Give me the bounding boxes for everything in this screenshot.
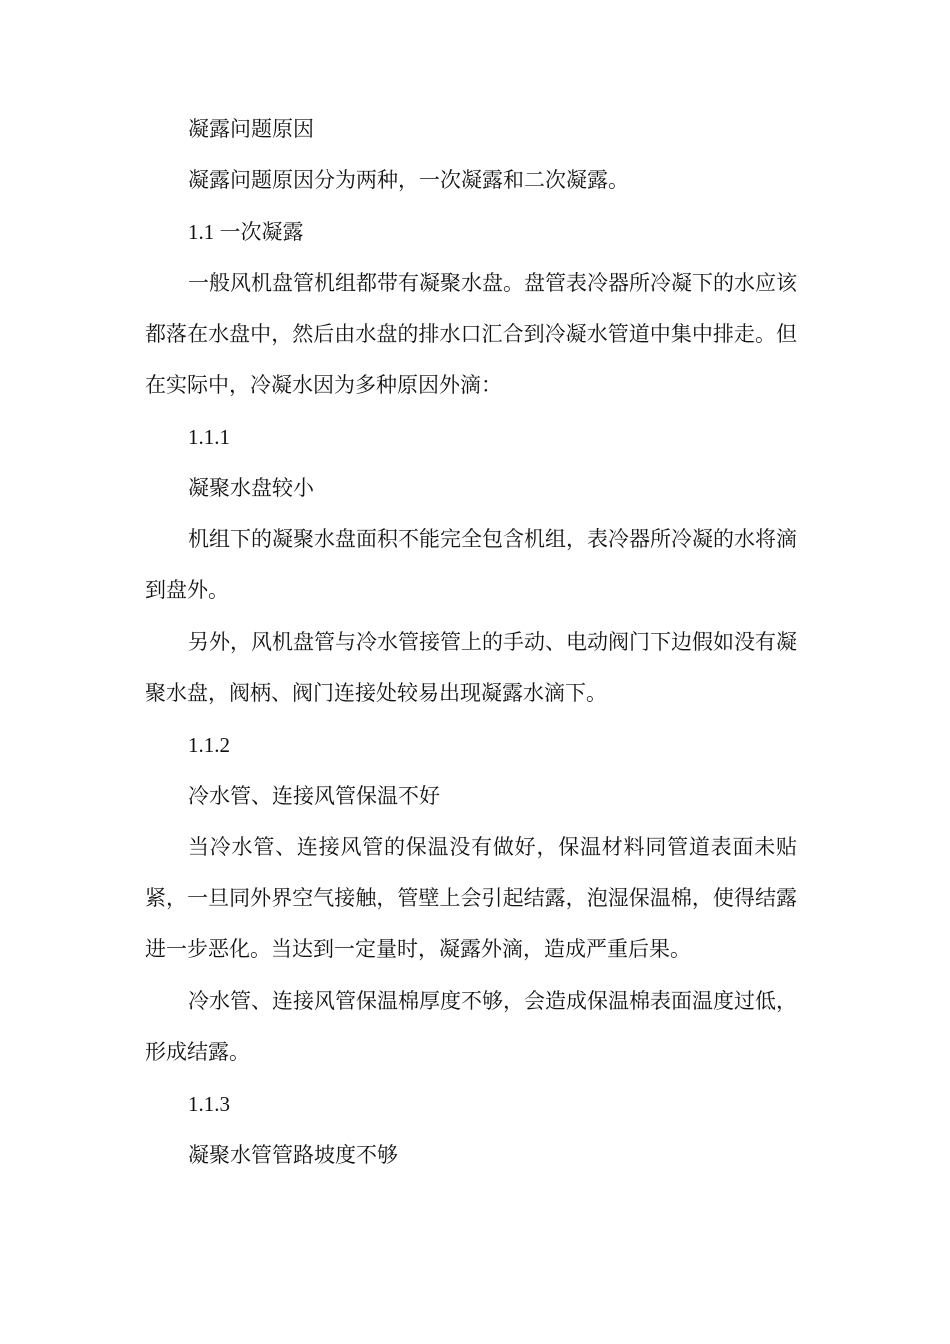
- subsection-title: 凝聚水管管路坡度不够: [188, 1143, 398, 1167]
- subsection-number: 1.1.3: [188, 1092, 230, 1116]
- paragraph: 凝露问题原因分为两种，一次凝露和二次凝露。: [188, 168, 629, 192]
- paragraph: 另外，风机盘管与冷水管接管上的手动、电动阀门下边假如没有凝聚水盘，阀柄、阀门连接处较易出现凝露水滴下。: [145, 630, 797, 705]
- paragraph: 机组下的凝聚水盘面积不能完全包含机组，表冷器所冷凝的水将滴到盘外。: [145, 527, 797, 602]
- subsection-title: 冷水管、连接风管保温不好: [188, 784, 440, 808]
- subsection-heading: 1.1 一次凝露: [188, 220, 304, 244]
- paragraph: 一般风机盘管机组都带有凝聚水盘。盘管表冷器所冷凝下的水应该都落在水盘中，然后由水盘的排水口汇合到冷凝水管道中集中排走。但在实际中，冷凝水因为多种原因外滴：: [145, 271, 797, 397]
- document-body: [145, 112, 797, 1189]
- subsection-title: 凝聚水盘较小: [188, 476, 314, 500]
- section-heading: 凝露问题原因: [188, 117, 314, 141]
- paragraph: 当冷水管、连接风管的保温没有做好，保温材料同管道表面未贴紧，一旦同外界空气接触，管壁上会引起结露，泡湿保温棉，使得结露进一步恶化。当达到一定量时，凝露外滴，造成严重后果。: [145, 835, 797, 961]
- paragraph: 冷水管、连接风管保温棉厚度不够，会造成保温棉表面温度过低，形成结露。: [145, 989, 797, 1064]
- subsection-number: 1.1.2: [188, 733, 230, 757]
- subsection-number: 1.1.1: [188, 425, 230, 449]
